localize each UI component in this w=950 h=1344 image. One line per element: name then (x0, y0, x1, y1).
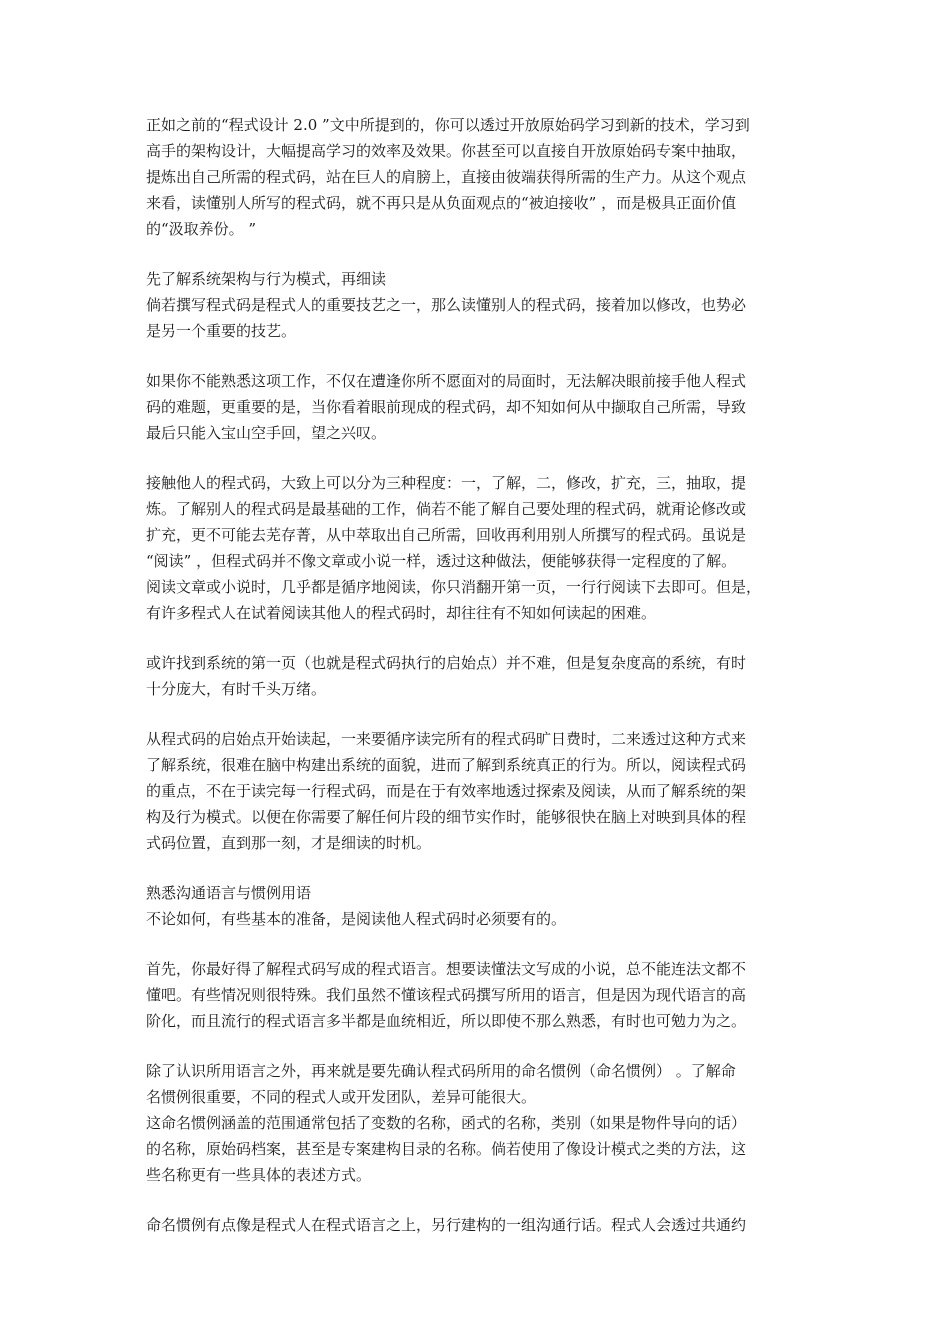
paragraph (146, 1058, 810, 1188)
paragraph (146, 650, 810, 702)
text-line: 十分庞大，有时千头万绪。 (146, 680, 327, 698)
text-line: 扩充，更不可能去芜存菁，从中萃取出自己所需，回收再利用别人所撰写的程式码。虽说是 (146, 526, 747, 544)
text-line: 式码位置，直到那一刻，才是细读的时机。 (146, 834, 432, 852)
text-line: 如果你不能熟悉这项工作，不仅在遭逢你所不愿面对的局面时，无法解决眼前接手他人程式 (146, 372, 747, 390)
text-line: 接触他人的程式码，大致上可以分为三种程度：一，了解，二，修改，扩充，三，抽取，提 (146, 474, 747, 492)
text-line: 来看，读懂别人所写的程式码，就不再只是从负面观点的“被迫接收” ，而是极具正面价值 (146, 194, 737, 212)
text-line: 阅读文章或小说时，几乎都是循序地阅读，你只消翻开第一页，一行行阅读下去即可。但是， (146, 578, 762, 596)
document-page (146, 112, 810, 1238)
text-line: 提炼出自己所需的程式码，站在巨人的肩膀上，直接由彼端获得所需的生产力。从这个观点 (146, 168, 747, 186)
text-line: 炼。了解别人的程式码是最基础的工作，倘若不能了解自己要处理的程式码，就甭论修改或 (146, 500, 747, 518)
text-line: 这命名惯例涵盖的范围通常包括了变数的名称，函式的名称，类别（如果是物件导向的话） (146, 1114, 747, 1132)
text-line: 的名称，原始码档案，甚至是专案建构目录的名称。倘若使用了像设计模式之类的方法，这 (146, 1140, 747, 1158)
text-line: 了解系统，很难在脑中构建出系统的面貌，进而了解到系统真正的行为。所以，阅读程式码 (146, 756, 747, 774)
text-line: 命名惯例有点像是程式人在程式语言之上，另行建构的一组沟通行话。程式人会透过共通约 (146, 1216, 747, 1234)
text-line: “阅读” ，但程式码并不像文章或小说一样，透过这种做法，便能够获得一定程度的了解。 (146, 552, 737, 570)
text-line: 除了认识所用语言之外，再来就是要先确认程式码所用的命名惯例（命名惯例） 。了解命 (146, 1062, 736, 1080)
text-line: 名惯例很重要，不同的程式人或开发团队，差异可能很大。 (146, 1088, 537, 1106)
text-line: 码的难题，更重要的是，当你看着眼前现成的程式码，却不知如何从中撷取自己所需，导致 (146, 398, 747, 416)
text-line: 阶化，而且流行的程式语言多半都是血统相近，所以即使不那么熟悉，有时也可勉力为之。 (146, 1012, 747, 1030)
text-line: 些名称更有一些具体的表述方式。 (146, 1166, 372, 1184)
paragraph (146, 368, 810, 446)
text-line: 最后只能入宝山空手回，望之兴叹。 (146, 424, 387, 442)
paragraph (146, 726, 810, 856)
text-line: 构及行为模式。以便在你需要了解任何片段的细节实作时，能够很快在脑上对映到具体的程 (146, 808, 747, 826)
text-line: 是另一个重要的技艺。 (146, 322, 297, 340)
text-line: 的重点，不在于读完每一行程式码，而是在于有效率地透过探索及阅读，从而了解系统的架 (146, 782, 747, 800)
section-conventions (146, 880, 810, 932)
paragraph (146, 470, 810, 626)
paragraph-intro (146, 112, 810, 242)
text-line: 倘若撰写程式码是程式人的重要技艺之一，那么读懂别人的程式码，接着加以修改，也势必 (146, 296, 747, 314)
text-line: 的“汲取养份。 ” (146, 220, 257, 238)
text-line: 从程式码的启始点开始读起，一来要循序读完所有的程式码旷日费时，二来透过这种方式来 (146, 730, 747, 748)
text-line: 懂吧。有些情况则很特殊。我们虽然不懂该程式码撰写所用的语言，但是因为现代语言的高 (146, 986, 747, 1004)
text-line: 或许找到系统的第一页（也就是程式码执行的启始点）并不难，但是复杂度高的系统，有时 (146, 654, 747, 672)
text-line: 有许多程式人在试着阅读其他人的程式码时，却往往有不知如何读起的困难。 (146, 604, 657, 622)
text-line: 首先，你最好得了解程式码写成的程式语言。想要读懂法文写成的小说，总不能连法文都不 (146, 960, 747, 978)
text-line: 高手的架构设计，大幅提高学习的效率及效果。你甚至可以直接自开放原始码专案中抽取， (146, 142, 747, 160)
section-heading: 熟悉沟通语言与惯例用语 (146, 884, 312, 902)
paragraph (146, 1212, 810, 1238)
section-architecture (146, 266, 810, 344)
text-line: 不论如何，有些基本的准备，是阅读他人程式码时必须要有的。 (146, 910, 567, 928)
section-heading: 先了解系统架构与行为模式，再细读 (146, 270, 387, 288)
text-line: 正如之前的“程式设计 2.0 ”文中所提到的，你可以透过开放原始码学习到新的技术，学习到 (146, 116, 750, 134)
paragraph (146, 956, 810, 1034)
